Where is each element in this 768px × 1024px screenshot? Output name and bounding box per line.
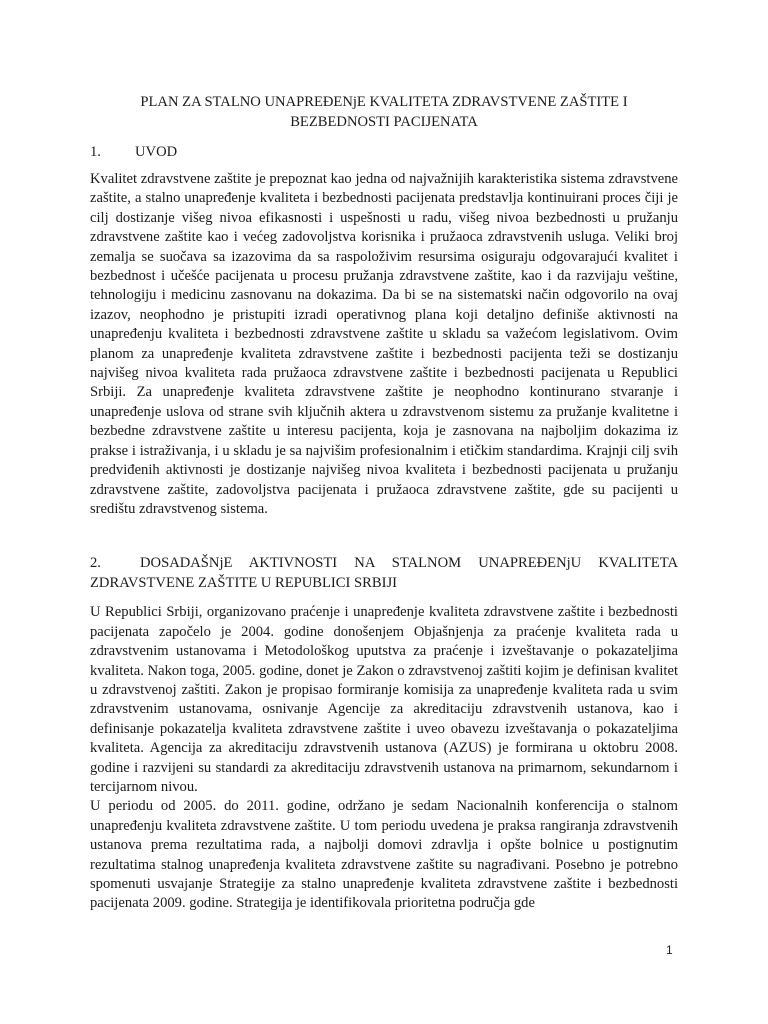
section-2-heading <box>90 553 678 593</box>
page-content <box>90 92 678 914</box>
document-title-line-1: PLAN ZA STALNO UNAPREĐENjE KVALITETA ZDRAVSTVENE ZAŠTITE I <box>140 94 628 110</box>
document-title-line-2: BEZBEDNOSTI PACIJENATA <box>290 114 478 130</box>
section-2-paragraph-1: U Republici Srbiji, organizovano praćenje i unapređenje kvaliteta zdravstvene zaštite i bezbednosti pacijenata započelo je 2004. godine donošenjem Objašnjenja za praćenje kvaliteta rada u zdravstvenim ustanovama i Metodološkog uputstva za praćenje i izveštavanje o pokazateljima kvaliteta. Nakon toga, 2005. godine, donet je Zakon o zdravstvenoj zaštiti kojim je definisan kvalitet u zdravstvenoj zaštiti. Zakon je propisao formiranje komisija za unapređenje kvaliteta rada u svim zdravstvenim ustanovama, osnivanje Agencije za akreditaciju zdravstvenih ustanova, kao i definisanje pokazatelja kvaliteta zdravstvene zaštite i uveo obavezu izveštavanja o pokazateljima kvaliteta. Agencija za akreditaciju zdravstvenih ustanova (AZUS) je formirana u oktobru 2008. godine i razvijeni su standardi za akreditaciju zdravstvenih ustanova na primarnom, sekundarnom i tercijarnom nivou. <box>90 604 678 795</box>
section-2-paragraph-2: U periodu od 2005. do 2011. godine, održano je sedam Nacionalnih konferencija o stalnom unapređenju kvaliteta zdravstvene zaštite. U tom periodu uvedena je praksa rangiranja zdravstvenih ustanova prema rezultatima rada, a najbolji domovi zdravlja i opšte bolnice u postignutim rezultatima stalnog unapređenja kvaliteta zdravstvene zaštite su nagrađivani. Posebno je potrebno spomenuti usvajanje Strategije za stalno unapređenje kvaliteta zdravstvene zaštite i bezbednosti pacijenata 2009. godine. Strategija je identifikovala prioritetna područja gde <box>90 798 678 912</box>
section-1-heading <box>90 142 678 162</box>
document-title <box>90 92 678 132</box>
section-1-number: 1. <box>90 144 101 160</box>
section-2-title: DOSADAŠNjE AKTIVNOSTI NA STALNOM UNAPREĐENjU KVALITETA ZDRAVSTVENE ZAŠTITE U REPUBLICI SRBIJI <box>90 555 678 592</box>
section-1-paragraph: Kvalitet zdravstvene zaštite je prepoznat kao jedna od najvažnijih karakteristika sistema zdravstvene zaštite, a stalno unapređenje kvaliteta i bezbednosti pacijenata predstavlja kontinuirani proces čiji je cilj dostizanje višeg nivoa efikasnosti i uspešnosti u radu, višeg nivoa bezbednosti u pružanju zdravstvene zaštite kao i većeg zadovoljstva korisnika i pružaoca zdravstvenih usluga. Veliki broj zemalja se suočava sa izazovima da sa raspoloživim resursima osiguraju odgovarajući kvalitet i bezbednost i učešće pacijenata u procesu pružanja zdravstvene zaštite, kao i da razvijaju veštine, tehnologiju i medicinu zasnovanu na dokazima. Da bi se na sistematski način odgovorilo na ovaj izazov, neophodno je pristupiti izradi operativnog plana koji detaljno definiše aktivnosti na unapređenju kvaliteta i bezbednosti zdravstvene zaštite u skladu sa važećom legislativom. Ovim planom za unapređenje kvaliteta zdravstvene zaštite i bezbednosti pacijenta teži se dostizanju najvišeg nivoa kvaliteta rada pružaoca zdravstvene zaštite i bezbednosti pacijenata u Republici Srbiji. Za unapređenje kvaliteta zdravstvene zaštite je neophodno kontinurano stvaranje i unapređenje uslova od strane svih ključnih aktera u zdravstvenom sistemu za pružanje kvalitetne i bezbedne zdravstvene zaštite u interesu pacijenta, koja je zasnovana na najboljim dokazima iz prakse i istraživanja, i u skladu je sa najvišim profesionalnim i etičkim standardima. Krajnji cilj svih predviđenih aktivnosti je dostizanje najvišeg nivoa kvaliteta i bezbednosti pacijenata u pružanju zdravstvene zaštite, zadovoljstva pacijenata i pružaoca zdravstvene zaštite, gde su pacijenti u središtu zdravstvenog sistema. <box>90 171 678 517</box>
section-2-number: 2. <box>90 555 101 572</box>
page-number: 1 <box>666 943 673 957</box>
section-1-title: UVOD <box>135 144 178 160</box>
